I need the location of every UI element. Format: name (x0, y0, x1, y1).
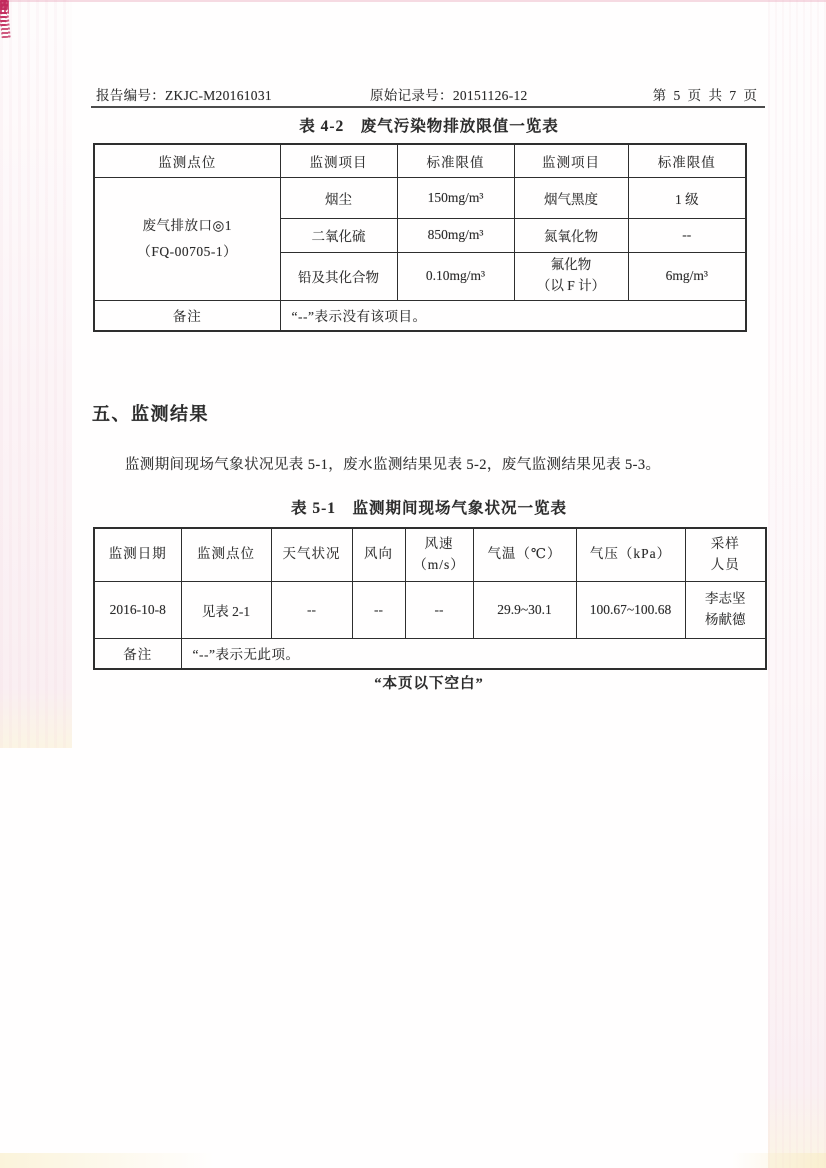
record-number-value: 20151126-12 (452, 88, 528, 103)
table-row (94, 177, 746, 218)
note-label: 备注 (94, 638, 181, 669)
sampler-cell (685, 581, 766, 638)
item-qualifier-line: （以 F 计） (536, 278, 606, 293)
item-cell: 氮氧化物 (514, 218, 628, 252)
note-label: 备注 (94, 300, 280, 331)
table-data-row (94, 581, 766, 638)
column-header: 监测项目 (514, 144, 628, 177)
header-line: 风向 (364, 546, 393, 562)
header-line: 人员 (710, 556, 740, 572)
table-4-2-emission-limits (93, 143, 747, 332)
limit-cell: 1 级 (628, 177, 746, 218)
table-5-1-weather-conditions (93, 527, 767, 670)
header-line: 监测点位 (197, 546, 255, 562)
column-header (271, 528, 352, 581)
limit-cell: 850mg/m³ (397, 218, 514, 252)
sampler-name: 李志坚 (705, 590, 746, 606)
scan-streak-left (0, 0, 72, 748)
scan-bottom-tint (0, 1153, 215, 1168)
monitoring-point-code: （FQ-00705-1） (137, 243, 238, 259)
table-note-row (94, 300, 746, 331)
note-text: “--”表示没有该项目。 (280, 300, 746, 331)
wind-direction-cell: -- (352, 581, 405, 638)
report-number-value: ZKJC-M20161031 (165, 88, 272, 103)
red-stamp-fragment (0, 0, 9, 14)
item-cell: 烟尘 (280, 177, 397, 218)
date-cell: 2016-10-8 (94, 581, 181, 638)
pressure-cell: 100.67~100.68 (576, 581, 685, 638)
scan-line-artifact (0, 0, 826, 2)
record-number (370, 84, 528, 104)
column-header (181, 528, 271, 581)
table-note-row (94, 638, 766, 669)
table-header-row (94, 144, 746, 177)
limit-cell: 150mg/m³ (397, 177, 514, 218)
record-number-label: 原始记录号： (370, 88, 453, 103)
item-cell: 铅及其化合物 (280, 252, 397, 300)
page-indicator: 第 5 页 共 7 页 (652, 88, 759, 103)
column-header (685, 528, 766, 581)
temperature-cell: 29.9~30.1 (473, 581, 576, 638)
column-header (473, 528, 576, 581)
column-header (576, 528, 685, 581)
item-name-line: 氟化物 (550, 257, 592, 273)
header-line: 监测日期 (108, 546, 167, 562)
header-line: 气压（kPa） (589, 546, 672, 562)
column-header: 监测项目 (280, 144, 397, 177)
column-header: 监测点位 (94, 144, 280, 177)
column-header (94, 528, 181, 581)
page-header (91, 84, 765, 108)
point-cell: 见表 2-1 (181, 581, 271, 638)
limit-cell: -- (628, 218, 746, 252)
scan-bottom-tint (731, 1153, 826, 1168)
table-5-1-title: 表 5-1 监测期间现场气象状况一览表 (290, 500, 568, 517)
sampler-name: 杨献德 (705, 611, 746, 627)
header-line: 天气状况 (282, 546, 341, 562)
monitoring-point-cell (94, 177, 280, 300)
limit-cell: 6mg/m³ (628, 252, 746, 300)
scan-streak-right (768, 0, 826, 1168)
item-cell (514, 252, 628, 300)
blank-page-note: “本页以下空白” (374, 676, 484, 692)
note-text: “--”表示无此项。 (181, 638, 766, 669)
table-header-row (94, 528, 766, 581)
header-line: 采样 (710, 535, 740, 551)
limit-cell: 0.10mg/m³ (397, 252, 514, 300)
header-line: 气温（℃） (487, 546, 562, 562)
header-line: 风速 (424, 535, 454, 551)
column-header (405, 528, 473, 581)
monitoring-point-name: 废气排放口◎1 (142, 217, 233, 233)
section-heading: 五、监测结果 (92, 404, 209, 424)
wind-speed-cell: -- (405, 581, 473, 638)
report-number-label: 报告编号： (96, 88, 165, 103)
column-header (352, 528, 405, 581)
item-cell: 二氧化硫 (280, 218, 397, 252)
weather-cell: -- (271, 581, 352, 638)
table-4-2-title: 表 4-2 废气污染物排放限值一览表 (299, 118, 559, 135)
item-cell: 烟气黑度 (514, 177, 628, 218)
column-header: 标准限值 (628, 144, 746, 177)
column-header: 标准限值 (397, 144, 514, 177)
body-paragraph: 监测期间现场气象状况见表 5-1，废水监测结果见表 5-2，废气监测结果见表 5-3。 (124, 457, 661, 473)
header-line: （m/s） (413, 556, 465, 572)
report-number (96, 84, 272, 104)
